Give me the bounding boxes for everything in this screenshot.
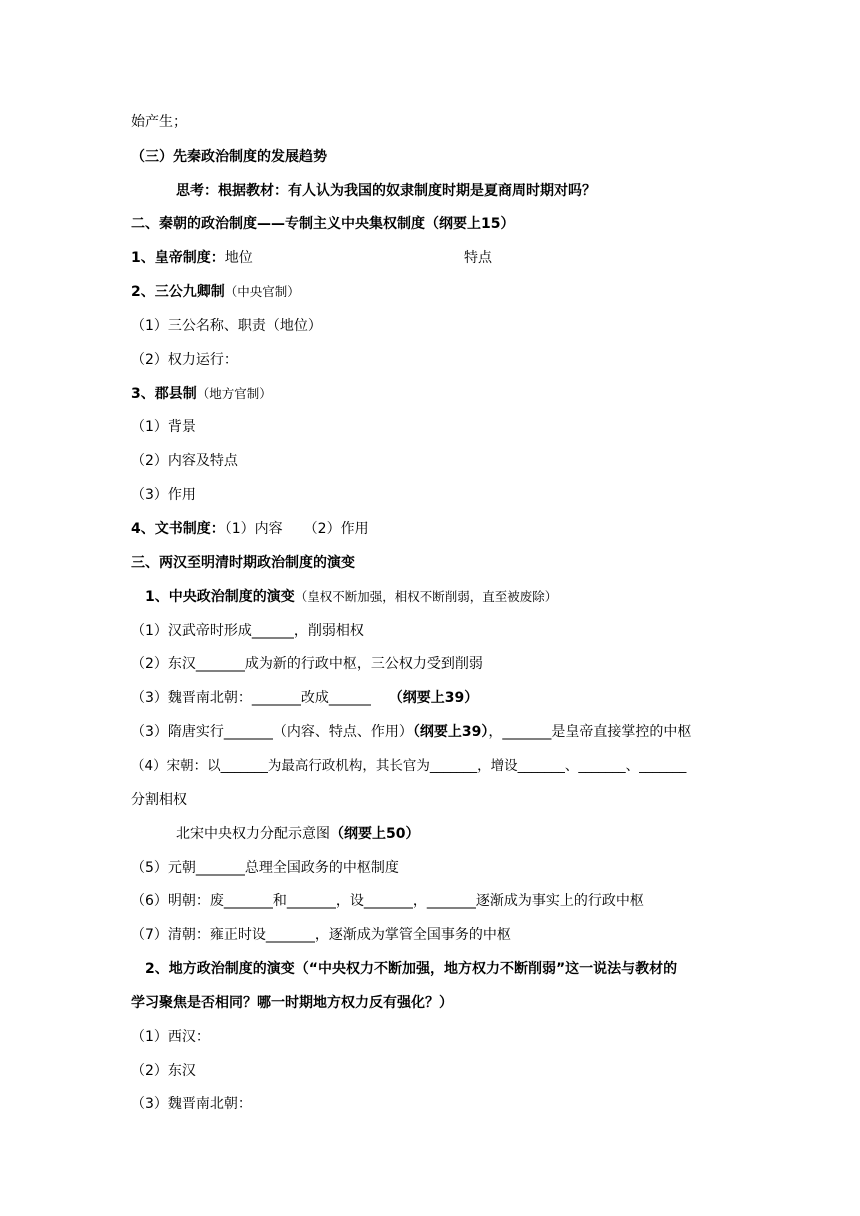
- section-heading: 二、秦朝的政治制度——专制主义中央集权制度（纲要上15）: [131, 216, 515, 232]
- item-line: [131, 722, 691, 742]
- item-note: （皇权不断加强，相权不断削弱，直至被废除）: [294, 589, 558, 604]
- item-line: [176, 824, 419, 844]
- text-line: （1）西汉：: [131, 1029, 210, 1045]
- text-line: （3）作用: [131, 487, 196, 503]
- text-line: （2）东汉: [131, 1063, 196, 1079]
- text-line: 分割相权: [131, 792, 187, 808]
- text-line: （4）宋朝：以_______为最高行政机构，其长官为_______，增设_______、_______、_______: [131, 758, 687, 774]
- item-line: [131, 248, 253, 268]
- text-line: （1）背景: [131, 419, 196, 435]
- item-note: （地方官制）: [196, 386, 272, 401]
- item-text: ，_______是皇帝直接掌控的中枢: [488, 724, 692, 740]
- text-line: （2）权力运行：: [131, 352, 238, 368]
- section-heading: 三、两汉至明清时期政治制度的演变: [131, 555, 355, 571]
- text-line: （2）内容及特点: [131, 453, 238, 469]
- item-line: [131, 282, 300, 302]
- think-question: 思考：根据教材：有人认为我国的奴隶制度时期是夏商周时期对吗？: [176, 183, 596, 199]
- item-note: （中央官制）: [224, 284, 300, 299]
- item-text: （3）魏晋南北朝：_______改成______: [131, 690, 371, 706]
- text-line: （6）明朝：废_______和_______，设_______，_______逐渐成为事实上的行政中枢: [131, 893, 644, 909]
- section-heading: 2、地方政治制度的演变（“中央权力不断加强，地方权力不断削弱”这一说法与教材的: [145, 961, 678, 977]
- figure-caption: 北宋中央权力分配示意图: [176, 826, 330, 842]
- item-line: [145, 587, 557, 607]
- text-line: （1）汉武帝时形成______，削弱相权: [131, 623, 364, 639]
- item-title: 1、中央政治制度的演变: [145, 589, 295, 605]
- item-line: [131, 688, 478, 708]
- text-line: （2）东汉_______成为新的行政中枢，三公权力受到削弱: [131, 656, 483, 672]
- item-title: 1、皇帝制度：: [131, 250, 225, 266]
- item-text: 特点: [464, 250, 492, 266]
- item-title: 3、郡县制: [131, 386, 197, 402]
- item-title: 2、三公九卿制: [131, 284, 225, 300]
- item-text: （1）内容 （2）作用: [224, 521, 369, 537]
- text-line: （7）清朝：雍正时设_______，逐渐成为掌管全国事务的中枢: [131, 927, 511, 943]
- section-heading: （三）先秦政治制度的发展趋势: [131, 149, 327, 165]
- text-line: （5）元朝_______总理全国政务的中枢制度: [131, 860, 399, 876]
- item-text: （3）隋唐实行_______（内容、特点、作用）: [131, 724, 413, 740]
- item-line: [131, 519, 369, 539]
- reference-note: （纲要上50）: [330, 826, 420, 842]
- reference-note: （纲要上39）: [388, 690, 479, 706]
- section-heading-continued: 学习聚焦是否相同？哪一时期地方权力反有强化？）: [131, 995, 453, 1011]
- item-text: 地位: [224, 250, 253, 266]
- item-line: [131, 384, 272, 404]
- text-line: （1）三公名称、职责（地位）: [131, 318, 322, 334]
- text-line: （3）魏晋南北朝：: [131, 1096, 252, 1112]
- item-title: 4、文书制度：: [131, 521, 225, 537]
- reference-note: （纲要上39）: [412, 724, 489, 740]
- text-line: 始产生；: [131, 114, 187, 130]
